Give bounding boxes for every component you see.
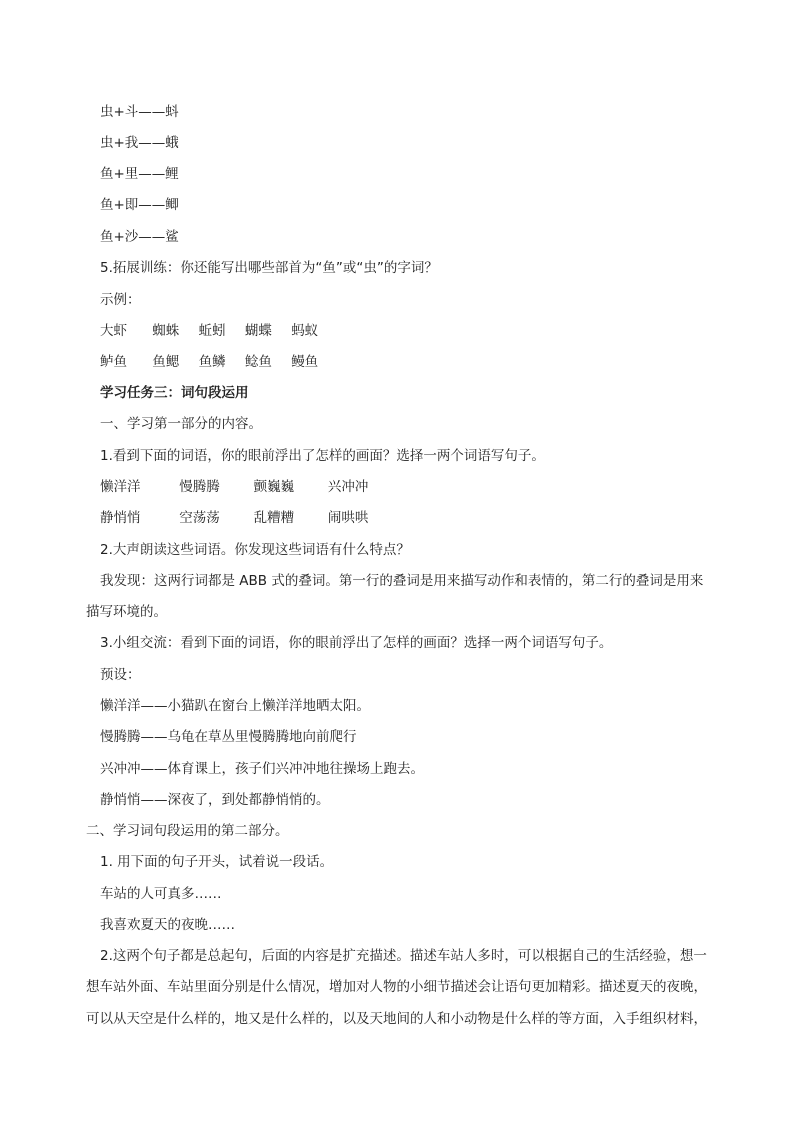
abb-word: 懒洋洋 bbox=[100, 479, 141, 495]
formula-line-5: 鱼+沙——鲨 bbox=[100, 229, 179, 245]
part2-sentence-1: 车站的人可真多…… bbox=[100, 886, 222, 902]
abb-word: 颤巍巍 bbox=[253, 479, 295, 495]
task3-heading: 学习任务三：词句段运用 bbox=[100, 385, 249, 401]
part2-question-2-line-2: 想车站外面、车站里面分别是什么情况，增加对人物的小细节描述会让语句更加精彩。描述夏天的夜晚， bbox=[86, 979, 707, 995]
example-word: 蝴蝶 bbox=[244, 323, 272, 339]
formula-line-4: 鱼+即——鲫 bbox=[100, 197, 179, 213]
example-label: 示例： bbox=[100, 292, 141, 308]
example-word: 蚂蚁 bbox=[291, 323, 319, 339]
part2-question-2-line-3: 可以从天空是什么样的，地又是什么样的，以及天地间的人和小动物是什么样的等方面，入手组织材料， bbox=[86, 1011, 707, 1027]
example-word: 鱼鳞 bbox=[198, 354, 226, 370]
finding-line-1: 我发现：这两行词都是 ABB 式的叠词。第一行的叠词是用来描写动作和表情的，第二行的叠词是用来 bbox=[100, 573, 704, 589]
question-3: 3.小组交流：看到下面的词语，你的眼前浮出了怎样的画面？选择一两个词语写句子。 bbox=[100, 635, 613, 651]
abb-word: 空荡荡 bbox=[179, 510, 220, 526]
part1-title: 一、学习第一部分的内容。 bbox=[100, 416, 262, 432]
extension-title: 5.拓展训练：你还能写出哪些部首为“鱼”或“虫”的字词？ bbox=[100, 260, 438, 276]
word-row-actions bbox=[100, 477, 368, 497]
part2-question-1: 1. 用下面的句子开头，试着说一段话。 bbox=[100, 854, 334, 870]
preset-sentence: 静悄悄——深夜了，到处都静悄悄的。 bbox=[100, 792, 330, 808]
preset-sentence: 懒洋洋——小猫趴在窗台上懒洋洋地晒太阳。 bbox=[100, 698, 370, 714]
formula-line-2: 虫+我——蛾 bbox=[100, 135, 179, 151]
abb-word: 慢腾腾 bbox=[179, 479, 220, 495]
abb-word: 静悄悄 bbox=[100, 510, 141, 526]
example-row-insects bbox=[100, 321, 318, 341]
example-word: 鲈鱼 bbox=[100, 354, 127, 370]
example-word: 鱼鳃 bbox=[152, 354, 180, 370]
abb-word: 乱糟糟 bbox=[253, 510, 295, 526]
example-word: 鲶鱼 bbox=[244, 354, 272, 370]
part2-sentence-2: 我喜欢夏天的夜晚…… bbox=[100, 917, 235, 933]
finding-line-2: 描写环境的。 bbox=[86, 604, 167, 620]
example-word: 鳗鱼 bbox=[291, 354, 319, 370]
question-2: 2.大声朗读这些词语。你发现这些词语有什么特点？ bbox=[100, 542, 410, 558]
part2-title: 二、学习词句段运用的第二部分。 bbox=[86, 823, 289, 839]
abb-word: 闹哄哄 bbox=[327, 510, 369, 526]
part2-question-2-line-1: 2.这两个句子都是总起句，后面的内容是扩充描述。描述车站人多时，可以根据自己的生活经验，想一 bbox=[100, 948, 707, 964]
preset-sentence: 兴冲冲——体育课上，孩子们兴冲冲地往操场上跑去。 bbox=[100, 761, 424, 777]
question-1: 1.看到下面的词语，你的眼前浮出了怎样的画面？选择一两个词语写句子。 bbox=[100, 448, 545, 464]
abb-word: 兴冲冲 bbox=[327, 479, 369, 495]
example-word: 大虾 bbox=[100, 323, 127, 339]
preset-sentence: 慢腾腾——乌龟在草丛里慢腾腾地向前爬行 bbox=[100, 729, 357, 745]
word-row-environment bbox=[100, 508, 368, 528]
example-row-fish bbox=[100, 352, 318, 372]
example-word: 蜘蛛 bbox=[152, 323, 180, 339]
example-word: 蚯蚓 bbox=[198, 323, 226, 339]
formula-line-3: 鱼+里——鲤 bbox=[100, 166, 179, 182]
preset-label: 预设： bbox=[100, 667, 141, 683]
formula-line-1: 虫+斗——蚪 bbox=[100, 104, 179, 120]
